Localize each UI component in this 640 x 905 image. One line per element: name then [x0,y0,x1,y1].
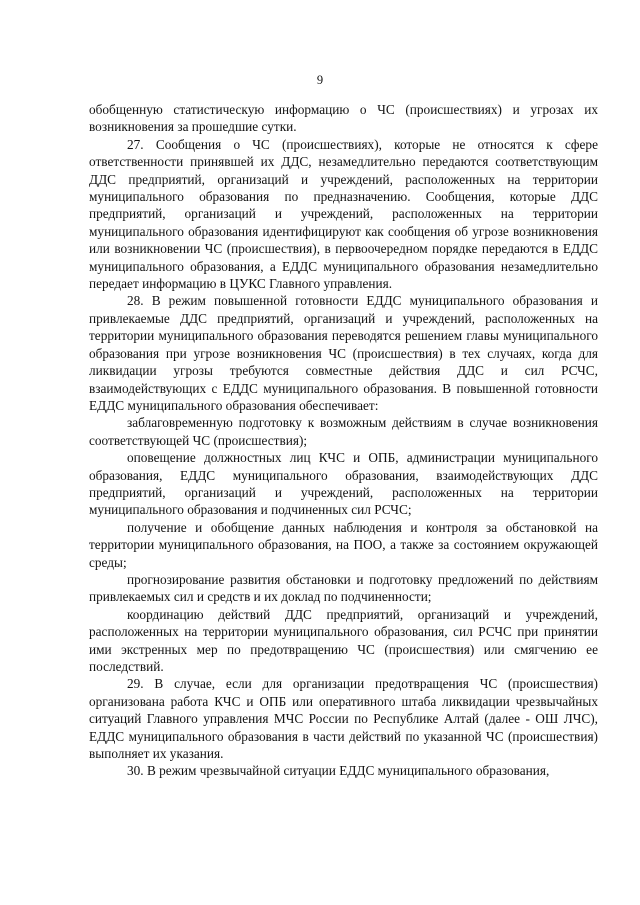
page-number: 9 [316,73,324,87]
paragraph-28-item-forecasting: прогнозирование развития обстановки и подготовку предложений по действиям привлекаемых сил и средств и их доклад по подчиненности; [89,571,598,605]
paragraph-28: 28. В режим повышенной готовности ЕДДС муниципального образования и привлекаемые ДДС предприятий, организаций и учреждений, расположенных на территории муниципального образования переводятся решением главы муниципального образования при угрозе возникновения ЧС (происшествия) в тех случаях, когда для ликвидации угрозы требуются совместные действия ДДС и сил РСЧС, взаимодействующих с ЕДДС муниципального образования. В повышенной готовности ЕДДС муниципального образования обеспечивает: [89,293,598,413]
paragraph-30: 30. В режим чрезвычайной ситуации ЕДДС муниципального образования, [127,763,550,779]
paragraph-29: 29. В случае, если для организации предотвращения ЧС (происшествия) организована работа КЧС и ОПБ или оперативного штаба ликвидации чрезвычайных ситуаций Главного управления МЧС России по Республике Алтай (далее - ОШ ЛЧС), ЕДДС муниципального образования в части действий по указанной ЧС (происшествия) выполняет их указания. [89,676,598,762]
paragraph-continuation: обобщенную статистическую информацию о ЧС (происшествиях) и угрозах их возникновения за прошедшие сутки. [89,102,598,135]
paragraph-27: 27. Сообщения о ЧС (происшествиях), которые не относятся к сфере ответственности принявшей их ДДС, незамедлительно передаются соответствующим ДДС предприятий, организаций и учреждений, расположенных на территории муниципального образования по предназначению. Сообщения, которые ДДС предприятий, организаций и учреждений, расположенных на территории муниципального образования идентифицируют как сообщения об угрозе возникновения или возникновении ЧС (происшествия), в первоочередном порядке передаются в ЕДДС муниципального образования, а ЕДДС муниципального образования незамедлительно передает информацию в ЦУКС Главного управления. [89,136,598,292]
paragraph-28-item-preparation: заблаговременную подготовку к возможным действиям в случае возникновения соответствующей ЧС (происшествия); [89,415,598,448]
paragraph-28-item-monitoring: получение и обобщение данных наблюдения и контроля за обстановкой на территории муниципального образования, на ПОО, а также за состоянием окружающей среды; [89,519,598,570]
document-body [89,101,598,780]
paragraph-28-item-notification: оповещение должностных лиц КЧС и ОПБ, администрации муниципального образования, ЕДДС муниципального образования, взаимодействующих ДДС предприятий, организаций и учреждений, расположенных на территории муниципального образования и подчиненных сил РСЧС; [89,450,598,518]
paragraph-28-item-coordination: координацию действий ДДС предприятий, организаций и учреждений, расположенных на территории муниципального образования, сил РСЧС при принятии ими экстренных мер по предотвращению ЧС (происшествия) или смягчению ее последствий. [89,606,598,674]
